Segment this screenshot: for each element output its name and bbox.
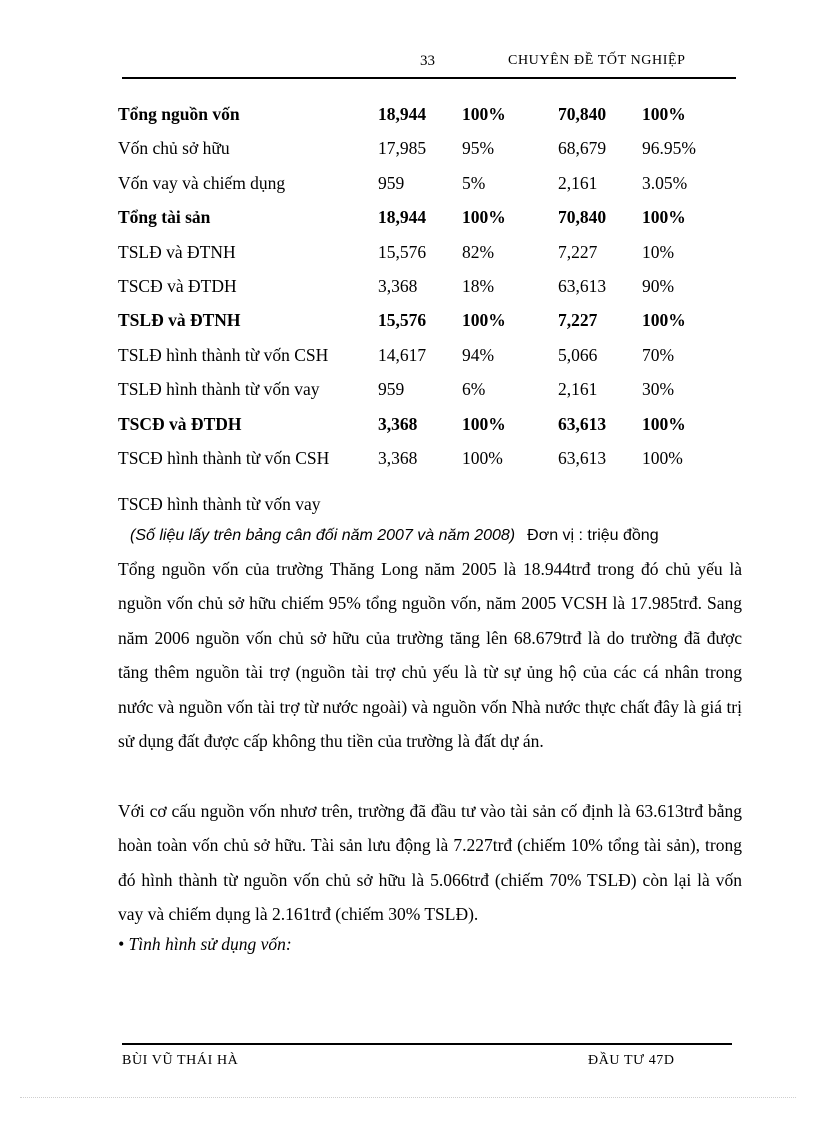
table-row	[118, 373, 738, 407]
row-label: Tổng tài sản	[118, 207, 211, 228]
value-2007: 14,617	[378, 344, 427, 365]
percent-2008: 30%	[642, 379, 675, 400]
paragraph: Tổng nguồn vốn của trường Thăng Long năm 2005 là 18.944trđ trong đó chủ yếu là nguồn vốn chủ sở hữu chiếm 95% tổng nguồn vốn, năm 2005 VCSH là 17.985trđ. Sang năm 2006 nguồn vốn chủ sở hữu của trường tăng lên 68.679trđ là do trường đã được tăng thêm nguồn tài trợ (nguồn tài trợ chủ yếu là từ sự ủng hộ của các cá nhân trong nước và nguồn vốn tài trợ từ nước ngoài) và nguồn vốn Nhà nước thực chất đây là giá trị sử dụng đất được cấp không thu tiền của trường là đất dự án.	[118, 559, 742, 752]
value-2008: 5,066	[558, 344, 598, 365]
value-2008: 63,613	[558, 413, 607, 434]
table-row	[118, 408, 738, 442]
value-2007: 17,985	[378, 138, 427, 159]
row-label: TSCĐ và ĐTDH	[118, 275, 237, 296]
percent-2008: 100%	[642, 207, 686, 228]
percent-2007: 5%	[462, 172, 486, 193]
value-2007: 959	[378, 172, 405, 193]
table-trailing-label: TSCĐ hình thành từ vốn vay	[118, 494, 321, 514]
page-number: 33	[420, 53, 435, 69]
paragraph: Với cơ cấu nguồn vốn nhươ trên, trường đã đầu tư vào tài sản cố định là 63.613trđ bằng hoàn toàn vốn chủ sở hữu. Tài sản lưu động là 7.227trđ (chiếm 10% tổng tài sản), trong đó hình thành từ nguồn vốn chủ sở hữu là 5.066trđ (chiếm 70% TSLĐ) còn lại là vốn vay và chiếm dụng là 2.161trđ (chiếm 30% TSLĐ).	[118, 801, 742, 925]
percent-2008: 10%	[642, 241, 675, 262]
percent-2008: 100%	[642, 413, 686, 434]
value-2008: 7,227	[558, 310, 598, 331]
table-row	[118, 339, 738, 373]
row-label: TSCĐ hình thành từ vốn CSH	[118, 447, 330, 468]
value-2007: 18,944	[378, 207, 427, 228]
table-row	[118, 270, 738, 304]
unit-note: Đơn vị : triệu đồng	[527, 527, 659, 544]
footer-divider	[122, 1043, 732, 1045]
table-row	[118, 442, 738, 476]
percent-2008: 100%	[642, 447, 683, 468]
row-label: TSLĐ hình thành từ vốn vay	[118, 379, 320, 400]
row-label: TSLĐ và ĐTNH	[118, 241, 236, 262]
value-2008: 7,227	[558, 241, 598, 262]
row-label: Tổng nguồn vốn	[118, 104, 240, 124]
value-2007: 15,576	[378, 241, 427, 262]
page-edge-dotted-line	[20, 1097, 796, 1098]
value-2007: 3,368	[378, 447, 418, 468]
value-2008: 70,840	[558, 207, 607, 228]
percent-2007: 18%	[462, 275, 495, 296]
value-2008: 2,161	[558, 172, 598, 193]
percent-2008: 96.95%	[642, 138, 696, 159]
table-row	[118, 132, 738, 166]
row-label: TSLĐ và ĐTNH	[118, 310, 241, 331]
capital-structure-table	[118, 98, 738, 476]
percent-2007: 100%	[462, 207, 506, 228]
value-2007: 18,944	[378, 104, 427, 124]
percent-2007: 100%	[462, 310, 506, 331]
value-2008: 2,161	[558, 379, 598, 400]
source-note-text: (Số liệu lấy trên bảng cân đối năm 2007 và năm 2008)	[130, 527, 516, 544]
row-label: Vốn vay và chiếm dụng	[118, 172, 286, 193]
table-row	[118, 201, 738, 235]
percent-2008: 70%	[642, 344, 675, 365]
row-label: TSCĐ và ĐTDH	[118, 413, 242, 434]
footer-author: BÙI VŨ THÁI HÀ	[122, 1053, 239, 1068]
value-2007: 959	[378, 379, 405, 400]
table-row	[118, 304, 738, 338]
value-2007: 3,368	[378, 275, 418, 296]
percent-2008: 100%	[642, 104, 686, 124]
row-label: Vốn chủ sở hữu	[118, 138, 230, 159]
value-2008: 63,613	[558, 275, 607, 296]
percent-2008: 3.05%	[642, 172, 688, 193]
percent-2007: 6%	[462, 379, 486, 400]
table-row	[118, 236, 738, 270]
value-2008: 68,679	[558, 138, 607, 159]
table-row	[118, 98, 738, 132]
value-2007: 3,368	[378, 413, 418, 434]
percent-2007: 100%	[462, 447, 503, 468]
row-label: TSLĐ hình thành từ vốn CSH	[118, 344, 329, 365]
value-2007: 15,576	[378, 310, 427, 331]
source-note	[130, 527, 659, 545]
percent-2008: 100%	[642, 310, 686, 331]
value-2008: 63,613	[558, 447, 607, 468]
value-2008: 70,840	[558, 104, 607, 124]
percent-2007: 100%	[462, 413, 506, 434]
percent-2007: 95%	[462, 138, 495, 159]
percent-2007: 94%	[462, 344, 495, 365]
footer-class: ĐẦU TƯ 47D	[588, 1053, 675, 1068]
section-bullet: • Tình hình sử dụng vốn:	[118, 934, 292, 954]
table-row	[118, 167, 738, 201]
header-title: CHUYÊN ĐỀ TỐT NGHIỆP	[508, 53, 686, 68]
header-divider	[122, 77, 736, 79]
percent-2007: 100%	[462, 104, 506, 124]
percent-2007: 82%	[462, 241, 495, 262]
percent-2008: 90%	[642, 275, 675, 296]
